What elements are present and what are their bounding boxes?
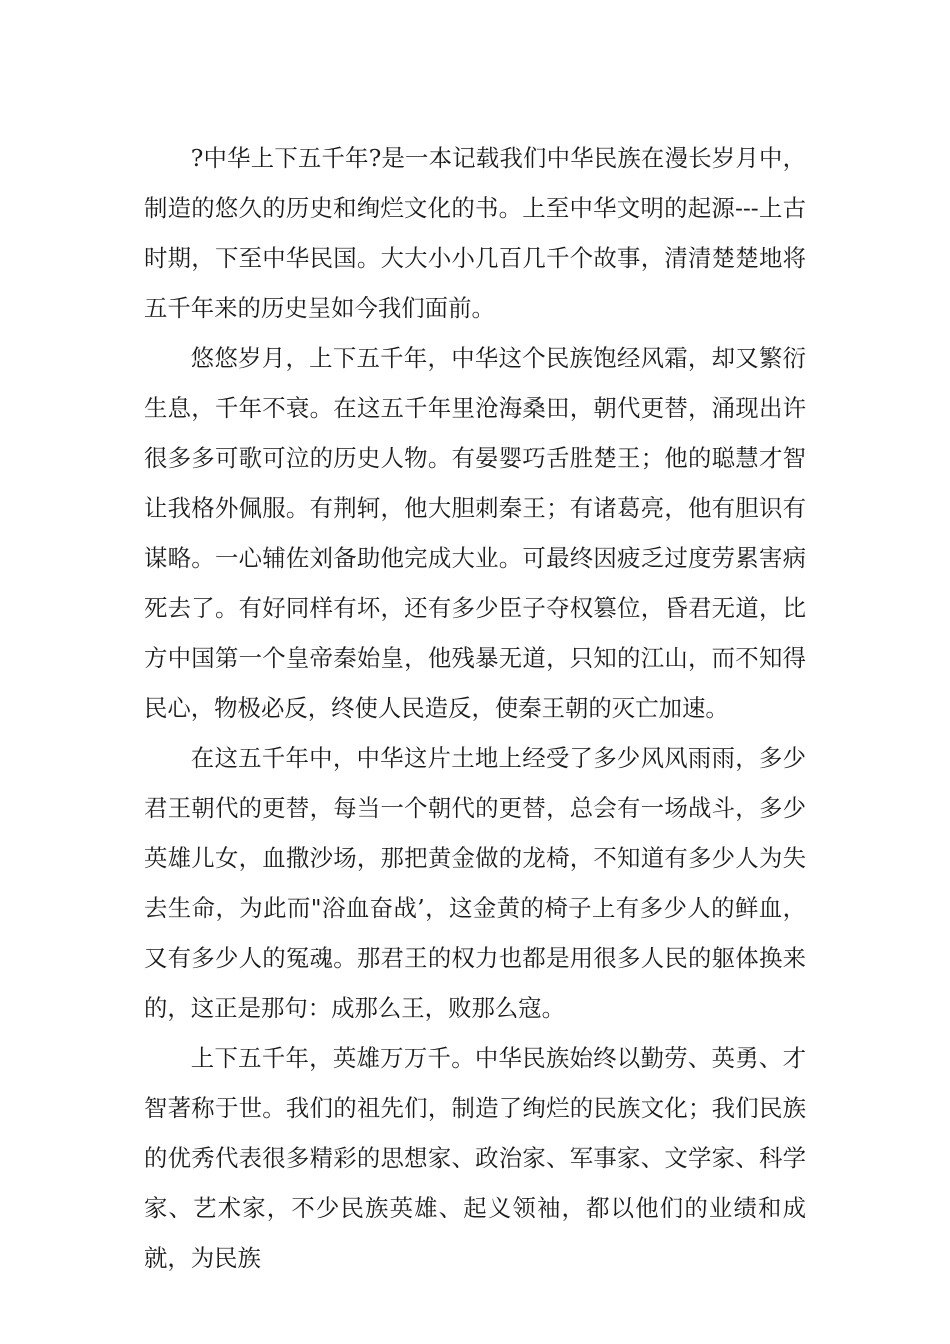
paragraph-2: 悠悠岁月，上下五千年，中华这个民族饱经风霜，却又繁衍生息，千年不衰。在这五千年里沧海桑田，朝代更替，涌现出许很多多可歌可泣的历史人物。有晏婴巧舌胜楚王；他的聪慧才智让我格外佩服。有荆轲，他大胆刺秦王；有诸葛亮，他有胆识有谋略。一心辅佐刘备助他完成大业。可最终因疲乏过度劳累害病死去了。有好同样有坏，还有多少臣子夺权篡位，昏君无道，比方中国第一个皇帝秦始皇，他残暴无道，只知的江山，而不知得民心，物极必反，终使人民造反，使秦王朝的灭亡加速。	[144, 344, 806, 722]
document-body	[144, 133, 806, 1283]
paragraph-4: 上下五千年，英雄万万千。中华民族始终以勤劳、英勇、才智著称于世。我们的祖先们，制造了绚烂的民族文化；我们民族的优秀代表很多精彩的思想家、政治家、军事家、文学家、科学家、艺术家，不少民族英雄、起义领袖，都以他们的业绩和成就，为民族	[144, 1044, 806, 1272]
paragraph-3: 在这五千年中，中华这片土地上经受了多少风风雨雨，多少君王朝代的更替，每当一个朝代的更替，总会有一场战斗，多少英雄儿女，血撒沙场，那把黄金做的龙椅，不知道有多少人为失去生命，为此而"浴血奋战’，这金黄的椅子上有多少人的鲜血，又有多少人的冤魂。那君王的权力也都是用很多人民的躯体换来的，这正是那句：成那么王，败那么寇。	[144, 744, 806, 1022]
paragraph-1: ?中华上下五千年?是一本记载我们中华民族在漫长岁月中，制造的悠久的历史和绚烂文化的书。上至中华文明的起源---上古时期，下至中华民国。大大小小几百几千个故事，清清楚楚地将五千年来的历史呈如今我们面前。	[144, 144, 806, 322]
